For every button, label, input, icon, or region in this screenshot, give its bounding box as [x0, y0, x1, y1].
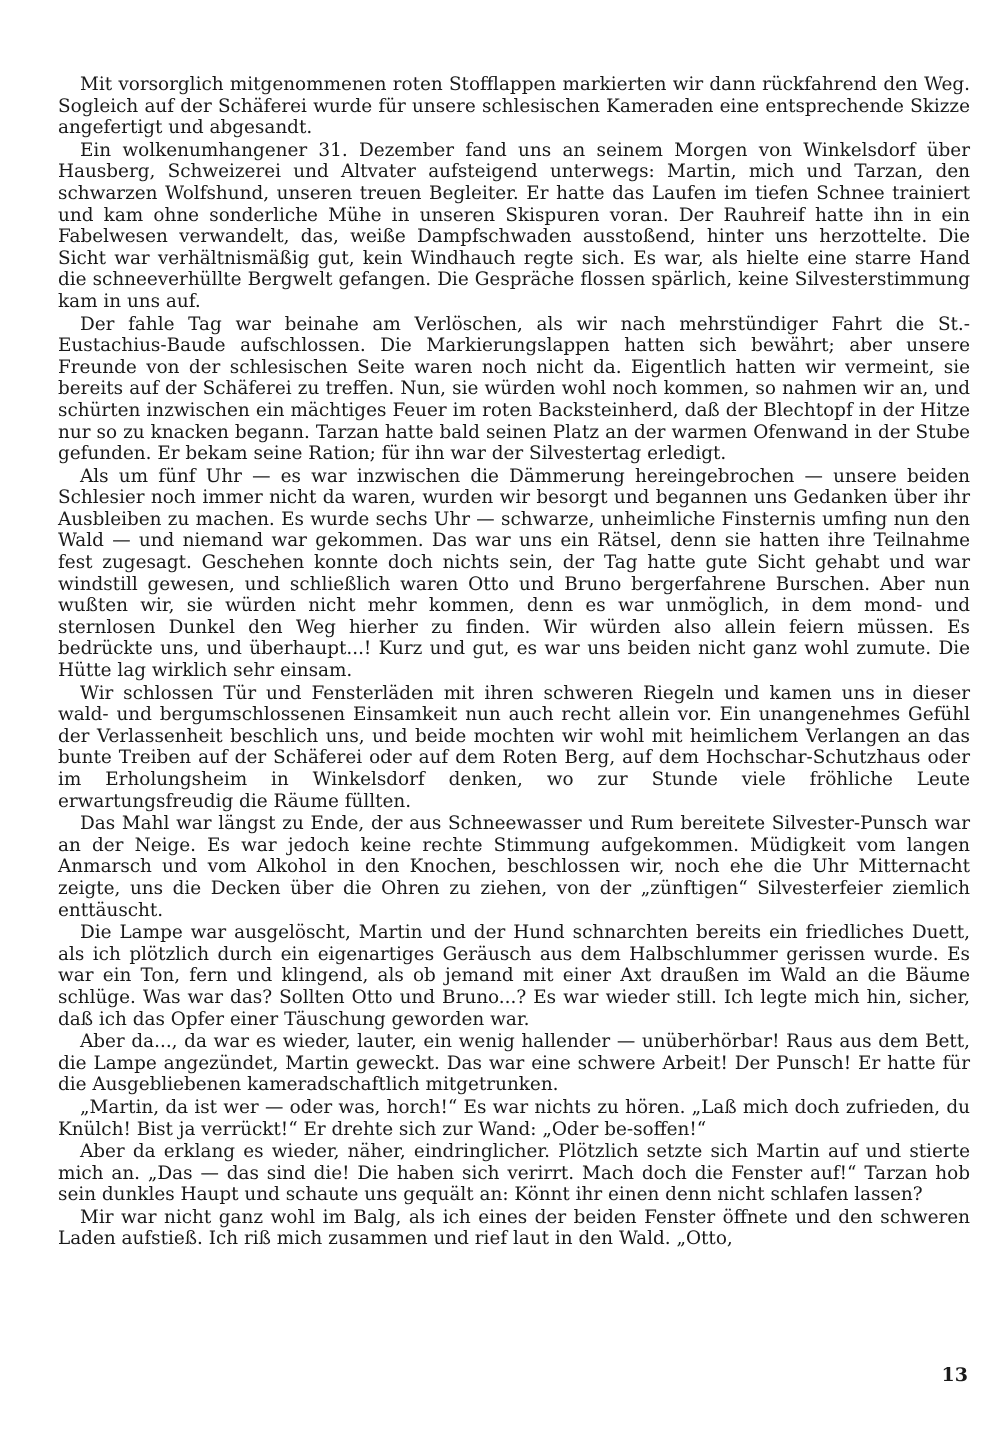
paragraph-5: Wir schlossen Tür und Fensterläden mit ihren schweren Riegeln und kamen uns in dieser wald- und bergumschlossenen Einsamkeit nun auch recht allein vor. Ein unangenehmes Gefühl der Verlassenheit beschlich uns, und beide mochten wir wohl mit heimlichem Verlangen an das bunte Treiben auf der Schäferei oder auf dem Roten Berg, auf dem Hochschar-Schutzhaus oder im Erholungsheim in Winkelsdorf denken, wo zur Stunde viele fröhliche Leute erwartungsfreudig die Räume füllten.: [58, 682, 970, 812]
paragraph-8: Aber da..., da war es wieder, lauter, ein wenig hallender — unüberhörbar! Raus aus dem Bett, die Lampe angezündet, Martin geweckt. Das war eine schwere Arbeit! Der Punsch! Er hatte für die Ausgebliebenen kameradschaftlich mitgetrunken.: [58, 1031, 970, 1096]
paragraph-2: Ein wolkenumhangener 31. Dezember fand uns an seinem Morgen von Winkelsdorf über Hausberg, Schweizerei und Altvater aufsteigend unterwegs: Martin, mich und Tarzan, den schwarzen Wolfshund, unseren treuen Begleiter. Er hatte das Laufen im tiefen Schnee trainiert und kam ohne sonderliche Mühe in unseren Skispuren voran. Der Rauhreif hatte ihn in ein Fabelwesen verwandelt, das, weiße Dampfschwaden ausstoßend, hinter uns herzottelte. Die Sicht war verhältnismäßig gut, kein Windhauch regte sich. Es war, als hielte eine starre Hand die schneeverhüllte Bergwelt gefangen. Die Gespräche flossen spärlich, keine Silvesterstimmung kam in uns auf.: [58, 139, 970, 312]
paragraph-9: „Martin, da ist wer — oder was, horch!“ Es war nichts zu hören. „Laß mich doch zufrieden, du Knülch! Bist ja verrückt!“ Er drehte sich zur Wand: „Oder be-soffen!“: [58, 1096, 970, 1140]
page-number: 13: [941, 1364, 968, 1386]
text-body: [58, 74, 970, 1251]
paragraph-3: Der fahle Tag war beinahe am Verlöschen, als wir nach mehrstündiger Fahrt die St.-Eustachius-Baude aufschlossen. Die Markierungslappen hatten sich bewährt; aber unsere Freunde von der schlesischen Seite waren noch nicht da. Eigentlich hatten wir vermeint, sie bereits auf der Schäferei zu treffen. Nun, sie würden wohl noch kommen, so nahmen wir an, und schürten inzwischen ein mächtiges Feuer im roten Backsteinherd, daß der Blechtopf in der Hitze nur so zu knacken begann. Tarzan hatte bald seinen Platz an der warmen Ofenwand in der Stube gefunden. Er bekam seine Ration; für ihn war der Silvestertag erledigt.: [58, 313, 970, 465]
paragraph-6: Das Mahl war längst zu Ende, der aus Schneewasser und Rum bereitete Silvester-Punsch war an der Neige. Es war jedoch keine rechte Stimmung aufgekommen. Müdigkeit vom langen Anmarsch und vom Alkohol in den Knochen, beschlossen wir, noch ehe die Uhr Mitternacht zeigte, uns die Decken über die Ohren zu ziehen, von der „zünftigen“ Silvesterfeier ziemlich enttäuscht.: [58, 813, 970, 921]
paragraph-1: Mit vorsorglich mitgenommenen roten Stofflappen markierten wir dann rückfahrend den Weg. Sogleich auf der Schäferei wurde für unsere schlesischen Kameraden eine entsprechende Skizze angefertigt und abgesandt.: [58, 74, 970, 139]
paragraph-4: Als um fünf Uhr — es war inzwischen die Dämmerung hereingebrochen — unsere beiden Schlesier noch immer nicht da waren, wurden wir besorgt und begannen uns Gedanken über ihr Ausbleiben zu machen. Es wurde sechs Uhr — schwarze, unheimliche Finsternis umfing nun den Wald — und niemand war gekommen. Das war uns ein Rätsel, denn sie hatten ihre Teilnahme fest zugesagt. Geschehen konnte doch nichts sein, der Tag hatte gute Sicht gehabt und war windstill gewesen, und schließlich waren Otto und Bruno bergerfahrene Burschen. Aber nun wußten wir, sie würden nicht mehr kommen, denn es war unmöglich, in dem mond- und sternlosen Dunkel den Weg hierher zu finden. Wir würden also allein feiern müssen. Es bedrückte uns, und überhaupt...! Kurz und gut, es war uns beiden nicht ganz wohl zumute. Die Hütte lag wirklich sehr einsam.: [58, 465, 970, 682]
paragraph-11: Mir war nicht ganz wohl im Balg, als ich eines der beiden Fenster öffnete und den schweren Laden aufstieß. Ich riß mich zusammen und rief laut in den Wald. „Otto,: [58, 1206, 970, 1250]
paragraph-10: Aber da erklang es wieder, näher, eindringlicher. Plötzlich setzte sich Martin auf und stierte mich an. „Das — das sind die! Die haben sich verirrt. Mach doch die Fenster auf!“ Tarzan hob sein dunkles Haupt und schaute uns gequält an: Könnt ihr einen denn nicht schlafen lassen?: [58, 1141, 970, 1206]
paragraph-7: Die Lampe war ausgelöscht, Martin und der Hund schnarchten bereits ein friedliches Duett, als ich plötzlich durch ein eigenartiges Geräusch aus dem Halbschlummer gerissen wurde. Es war ein Ton, fern und klingend, als ob jemand mit einer Axt draußen im Wald an die Bäume schlüge. Was war das? Sollten Otto und Bruno...? Es war wieder still. Ich legte mich hin, sicher, daß ich das Opfer einer Täuschung geworden war.: [58, 922, 970, 1030]
